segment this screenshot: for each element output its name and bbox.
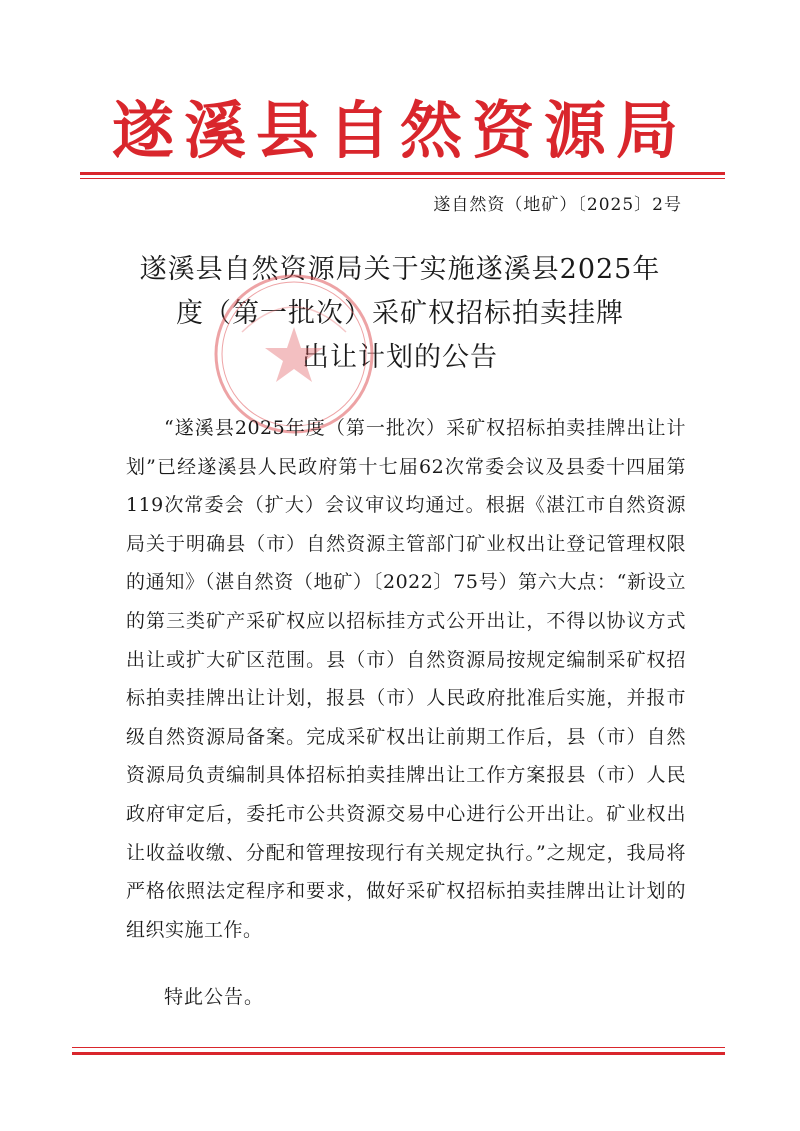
body-paragraph: “遂溪县2025年度（第一批次）采矿权招标拍卖挂牌出让计划”已经遂溪县人民政府第十七届62次常委会议及县委十四届第119次常委会（扩大）会议审议均通过。根据《湛江市自然资源局关于明确县（市）自然资源主管部门矿业权出让登记管理权限的通知》（湛自然资（地矿）〔2022〕75号）第六大点：“新设立的第三类矿产采矿权应以招标挂方式公开出让，不得以协议方式出让或扩大矿区范围。县（市）自然资源局按规定编制采矿权招标拍卖挂牌出让计划，报县（市）人民政府批准后实施，并报市级自然资源局备案。完成采矿权出让前期工作后，县（市）自然资源局负责编制具体招标拍卖挂牌出让工作方案报县（市）人民政府审定后，委托市公共资源交易中心进行公开出让。矿业权出让收益收缴、分配和管理按现行有关规定执行。”之规定，我局将严格依照法定程序和要求，做好采矿权招标拍卖挂牌出让计划的组织实施工作。 xyxy=(126,417,686,941)
notice-title xyxy=(90,248,710,380)
title-line-1: 遂溪县自然资源局关于实施遂溪县2025年 xyxy=(139,254,661,285)
agency-masthead: 遂溪县自然资源局 xyxy=(111,94,688,167)
footer-rule-thin xyxy=(72,1047,725,1048)
document-number: 遂自然资（地矿）〔2025〕2号 xyxy=(433,195,682,215)
title-line-3: 出让计划的公告 xyxy=(302,342,498,373)
footer-rule-thick xyxy=(72,1052,725,1055)
notice-body xyxy=(126,409,686,949)
closing-remark: 特此公告。 xyxy=(164,986,265,1008)
masthead-rule-thin xyxy=(80,178,725,179)
masthead-rule-thick xyxy=(80,172,725,175)
title-line-2: 度（第一批次）采矿权招标拍卖挂牌 xyxy=(176,298,624,329)
